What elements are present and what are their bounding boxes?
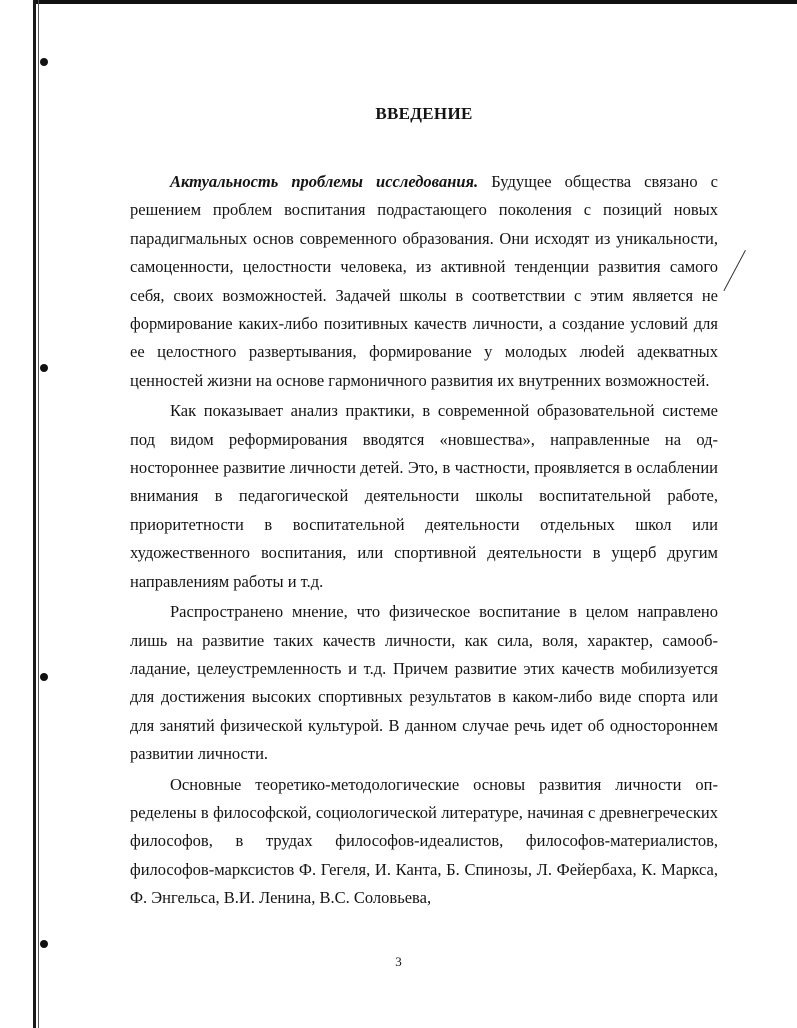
paragraph: Основные теоретико-методологические основы развития личности определены в философской, социологической литературе, начиная с древнегреческих философов, в трудах философов-идеалистов, философов-материалистов, философов-марксистов Ф. Гегеля, И. Канта, Б. Спинозы, Л. Фейербаха, К. Маркса, Ф. Энгельса, В.И. Ленина, B.C. Соловьева,	[130, 774, 718, 908]
page-body	[130, 100, 718, 913]
scan-pen-mark	[723, 250, 745, 291]
scan-left-border-inner	[38, 0, 39, 1028]
binding-hole-mark	[40, 58, 48, 66]
binding-hole-mark	[40, 673, 48, 681]
paragraph	[130, 168, 718, 395]
binding-hole-mark	[40, 364, 48, 372]
scan-top-border	[34, 0, 797, 4]
paragraph-text: Будущее общества связано с решением проблем воспитания подрастающего поколения с позиций новых парадигмальных основ современного образования. Они исходят из уникальности, самоценности, целостности человека, из активной тенденции развития самого себя, своих возможностей. Задачей школы в соответствии с этим является не формирование каких-либо позитивных качеств личности, а создание условий для ее целостного развертывания, формирование у молодых люdей адекватных ценностей жизни на основе гармоничного развития их внутренних возможностей.	[130, 172, 718, 390]
page-number: 3	[395, 954, 402, 969]
paragraph: Распространено мнение, что физическое воспитание в целом направлено лишь на развитие таких качеств личности, как сила, воля, характер, самообладание, целеустремленность и т.д. Причем развитие этих качеств мобилизуется для достижения высоких спортивных результатов в каком-либо виде спорта или для занятий физической культурой. В данном случае речь идет об одностороннем развитии личности.	[130, 602, 718, 764]
paragraph: Как показывает анализ практики, в современной образовательной системе под видом реформирования вводятся «новшества», направленные на одностороннее развитие личности детей. Это, в частности, проявляется в ослаблении внимания в педагогической деятельности школы воспитательной работе, приоритетности в воспитательной деятельности отдельных школ или художественного воспитания, или спортивной деятельности в ущерб другим направлениям работы и т.д.	[130, 401, 718, 591]
binding-hole-mark	[40, 940, 48, 948]
page-title: ВВЕДЕНИЕ	[375, 104, 473, 123]
scan-left-border	[33, 0, 36, 1028]
paragraph-lead: Актуальность проблемы исследования.	[170, 172, 479, 191]
